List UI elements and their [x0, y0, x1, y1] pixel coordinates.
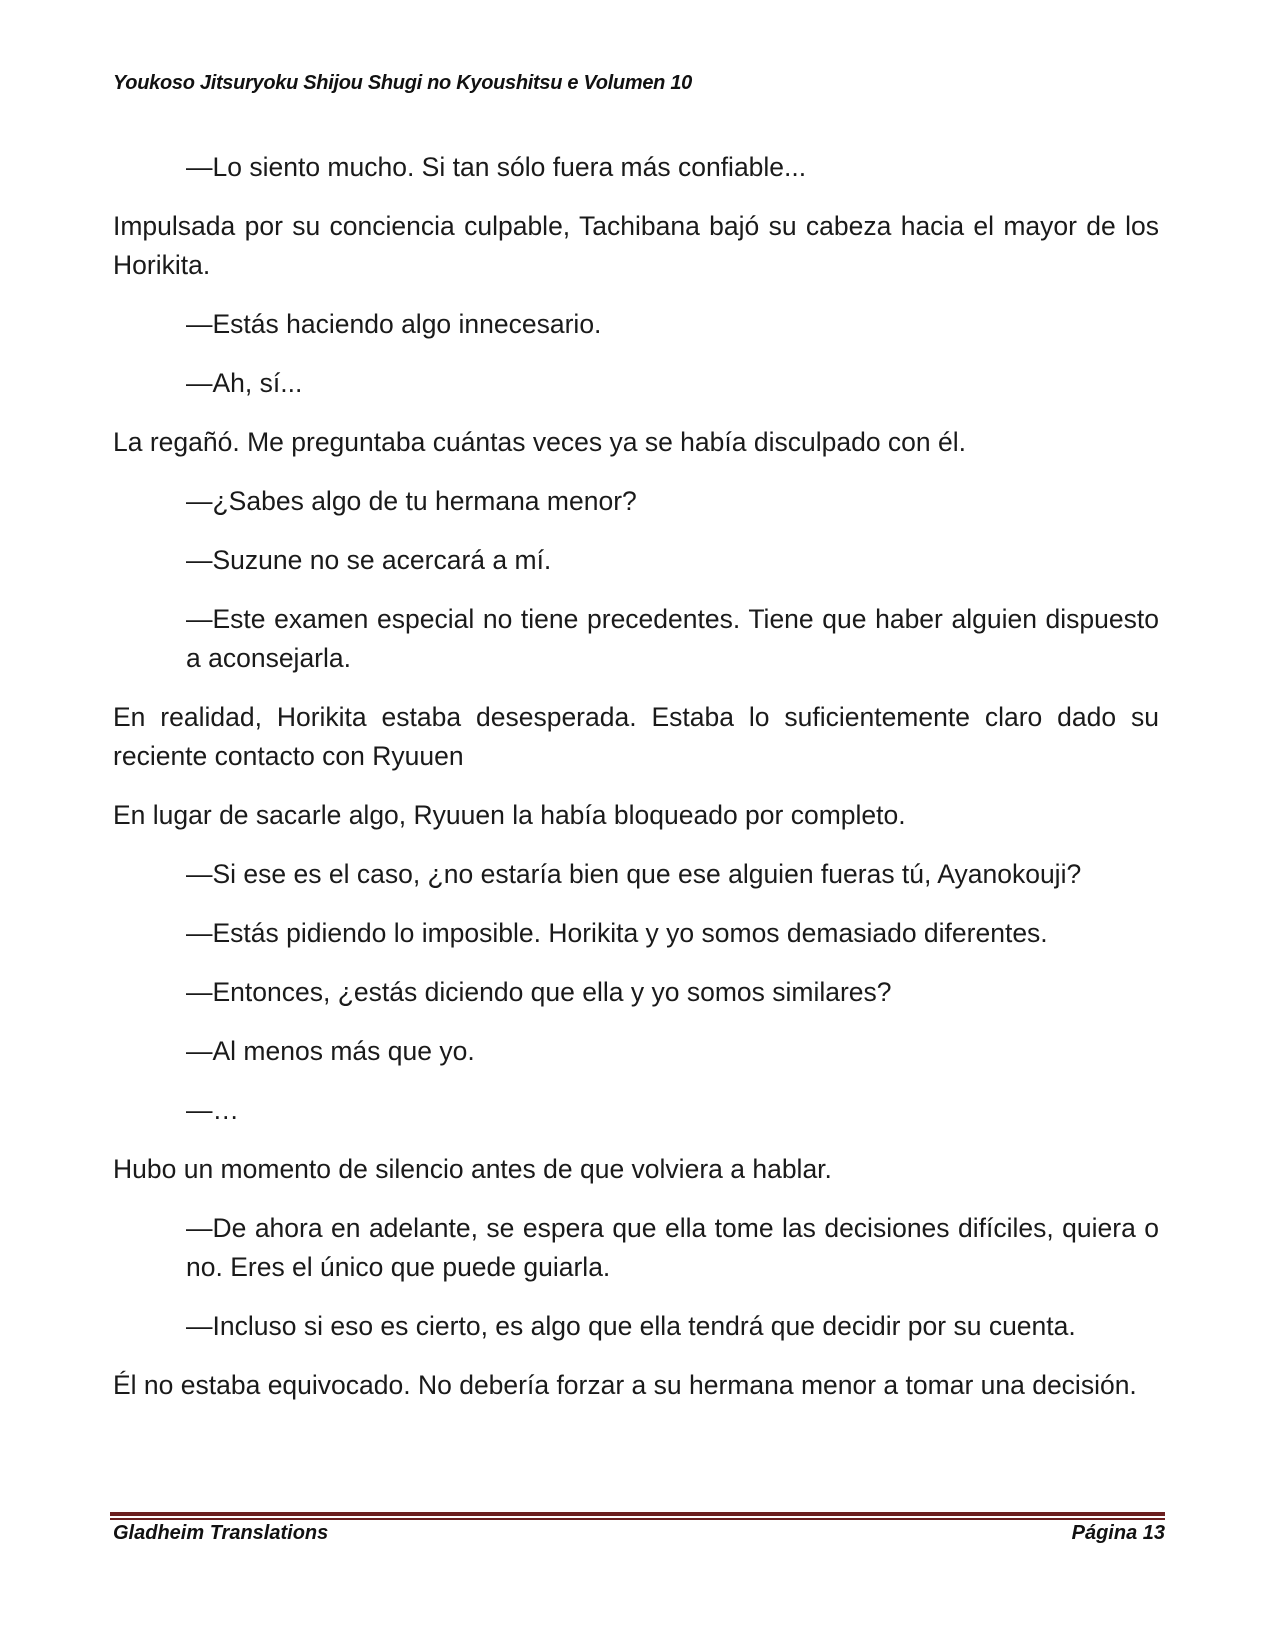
paragraph-dialogue: —De ahora en adelante, se espera que ella tome las decisiones difíciles, quiera o no. Eres el único que puede guiarla. — [186, 1213, 1159, 1282]
paragraph-narration: En realidad, Horikita estaba desesperada. Estaba lo suficientemente claro dado su reciente contacto con Ryuuen — [113, 702, 1159, 771]
body-text — [113, 148, 1159, 1425]
paragraph-dialogue: —Estás haciendo algo innecesario. — [186, 309, 602, 339]
footer-divider-thin — [110, 1518, 1165, 1520]
paragraph-narration: En lugar de sacarle algo, Ryuuen la había bloqueado por completo. — [113, 800, 906, 830]
paragraph-narration: La regañó. Me preguntaba cuántas veces ya se había disculpado con él. — [113, 427, 966, 457]
paragraph-dialogue: —Entonces, ¿estás diciendo que ella y yo somos similares? — [186, 977, 892, 1007]
paragraph-dialogue: —¿Sabes algo de tu hermana menor? — [186, 486, 637, 516]
paragraph-dialogue: —Al menos más que yo. — [186, 1036, 475, 1066]
paragraph-dialogue: —Este examen especial no tiene precedentes. Tiene que haber alguien dispuesto a aconsejarla. — [186, 604, 1159, 673]
paragraph-dialogue: —Estás pidiendo lo imposible. Horikita y yo somos demasiado diferentes. — [186, 918, 1048, 948]
paragraph-narration: Él no estaba equivocado. No debería forzar a su hermana menor a tomar una decisión. — [113, 1370, 1137, 1400]
paragraph-dialogue: —Lo siento mucho. Si tan sólo fuera más confiable... — [186, 152, 807, 182]
page-header-title: Youkoso Jitsuryoku Shijou Shugi no Kyoushitsu e Volumen 10 — [113, 72, 692, 94]
paragraph-narration: Hubo un momento de silencio antes de que volviera a hablar. — [113, 1154, 832, 1184]
paragraph-dialogue: —Ah, sí... — [186, 368, 303, 398]
footer-translator: Gladheim Translations — [113, 1522, 329, 1544]
paragraph-dialogue: —Suzune no se acercará a mí. — [186, 545, 552, 575]
footer-divider — [110, 1512, 1165, 1520]
paragraph-dialogue: —… — [186, 1095, 239, 1125]
footer-page-number: Página 13 — [1071, 1522, 1165, 1544]
paragraph-narration: Impulsada por su conciencia culpable, Tachibana bajó su cabeza hacia el mayor de los Horikita. — [113, 211, 1159, 280]
paragraph-dialogue: —Incluso si eso es cierto, es algo que ella tendrá que decidir por su cuenta. — [186, 1311, 1076, 1341]
paragraph-dialogue: —Si ese es el caso, ¿no estaría bien que ese alguien fueras tú, Ayanokouji? — [186, 859, 1082, 889]
